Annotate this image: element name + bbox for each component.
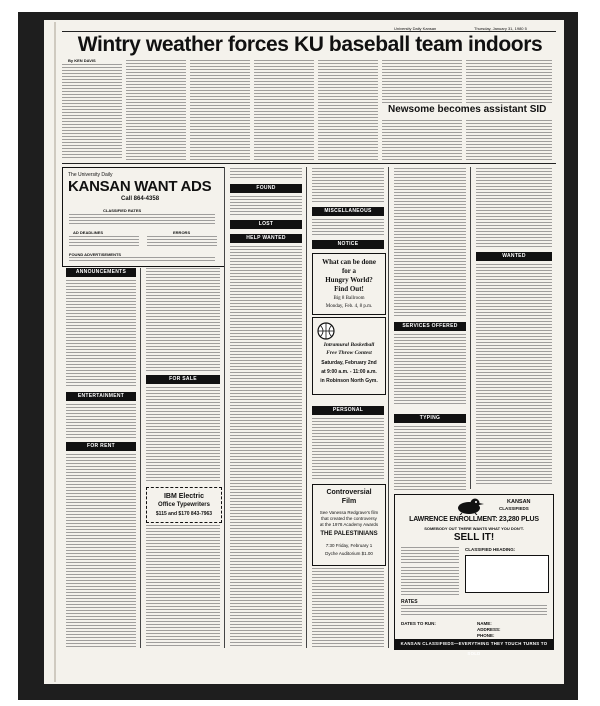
ad-text-grid[interactable] bbox=[465, 555, 549, 593]
column-divider bbox=[388, 167, 389, 648]
name-label: NAME: bbox=[477, 621, 492, 626]
deadlines-text bbox=[69, 236, 139, 248]
want-ads-masthead-box bbox=[62, 167, 225, 267]
column-divider bbox=[470, 167, 471, 489]
byline: By KEN DAVIS bbox=[68, 58, 96, 63]
masthead-small: The University Daily bbox=[68, 172, 113, 178]
column-4-text-bottom bbox=[312, 568, 384, 648]
story-column-5 bbox=[318, 60, 378, 160]
film-line-8: Dyche Auditorium $1.00 bbox=[325, 551, 373, 556]
days-list bbox=[401, 567, 459, 595]
film-line-7: 7:30 Friday, February 1 bbox=[325, 543, 373, 548]
hungry-line-1: What can be done bbox=[322, 258, 376, 266]
phone-label: PHONE: bbox=[477, 633, 495, 638]
hungry-line-5: Big 8 Ballroom bbox=[333, 296, 365, 301]
for-sale-text bbox=[146, 387, 220, 483]
sub-story-column-1 bbox=[382, 120, 462, 160]
for-rent-text bbox=[66, 454, 136, 648]
palestinians-film-ad bbox=[312, 484, 386, 566]
classified-rates-label: CLASSIFIED RATES bbox=[103, 208, 142, 213]
column-2-text-top bbox=[146, 268, 220, 372]
section-entertainment: ENTERTAINMENT bbox=[66, 392, 136, 401]
story-column-3 bbox=[190, 60, 250, 160]
address-label: ADDRESS: bbox=[477, 627, 501, 632]
intramural-line-5: in Robinson North Gym. bbox=[320, 378, 378, 384]
services-offered-text bbox=[394, 334, 466, 406]
column-divider bbox=[306, 167, 307, 648]
intramural-title: Intramural Basketball bbox=[323, 342, 375, 348]
film-line-1: Controversial bbox=[326, 489, 372, 496]
intramural-line-3: Saturday, February 2nd bbox=[321, 360, 377, 366]
errors-label: ERRORS bbox=[173, 230, 191, 235]
found-ads-label: FOUND ADVERTISEMENTS bbox=[69, 252, 122, 257]
free-throw-contest-ad bbox=[312, 317, 386, 395]
enrollment-sell-it-ad bbox=[394, 494, 554, 656]
rates-grid bbox=[401, 605, 547, 617]
errors-text bbox=[147, 236, 217, 248]
rates-label: RATES bbox=[401, 599, 418, 605]
hungry-line-4: Find Out! bbox=[334, 285, 364, 293]
personal-text bbox=[312, 418, 384, 480]
miscellaneous-text bbox=[312, 219, 384, 237]
sell-it-heading: SELL IT! bbox=[453, 532, 495, 543]
ibm-typewriter-ad bbox=[146, 487, 222, 523]
section-personal: PERSONAL bbox=[312, 406, 384, 415]
kansan-brand: KANSAN bbox=[507, 499, 531, 505]
section-lost: LOST bbox=[230, 220, 302, 229]
sub-headline: Newsome becomes assistant SID bbox=[388, 104, 547, 115]
section-for-rent: FOR RENT bbox=[66, 442, 136, 451]
story-column-1 bbox=[62, 64, 122, 160]
sell-it-copy bbox=[401, 547, 459, 563]
section-rule bbox=[62, 163, 556, 164]
column-4-text-top bbox=[312, 168, 384, 202]
column-divider bbox=[140, 268, 141, 648]
help-wanted-text bbox=[230, 246, 302, 648]
column-divider bbox=[224, 167, 225, 648]
page-binding-edge bbox=[54, 22, 56, 682]
film-line-3: See Vanessa Redgrave's film bbox=[319, 510, 379, 515]
story-column-4 bbox=[254, 60, 314, 160]
hungry-world-ad bbox=[312, 253, 386, 315]
film-line-6: THE PALESTINIANS bbox=[320, 531, 378, 537]
column-5-text-top bbox=[394, 168, 466, 316]
ibm-line-1: IBM Electric bbox=[163, 493, 205, 500]
section-found: FOUND bbox=[230, 184, 302, 193]
found-ads-text bbox=[69, 257, 215, 262]
section-help-wanted: HELP WANTED bbox=[230, 234, 302, 243]
jayhawk-mascot-icon bbox=[453, 497, 485, 515]
kansan-classifieds-footer: KANSAN CLASSIFIEDS—EVERYTHING THEY TOUCH TURNS TO SOLD bbox=[395, 639, 553, 649]
sub-story-column-2 bbox=[466, 120, 552, 160]
story-column-7 bbox=[466, 60, 552, 104]
found-text bbox=[230, 196, 302, 216]
film-line-5: at the 1978 Academy Awards bbox=[319, 522, 379, 527]
folio-date: Thursday, January 31, 1980 5 bbox=[474, 26, 527, 31]
enrollment-subhead: SOMEBODY OUT THERE WANTS WHAT YOU DON'T. bbox=[424, 526, 524, 531]
rates-table bbox=[69, 214, 215, 226]
classifieds-brand: CLASSIFIEDS bbox=[499, 506, 529, 511]
enrollment-headline: LAWRENCE ENROLLMENT: 23,280 PLUS bbox=[409, 516, 539, 523]
entertainment-text bbox=[66, 404, 136, 438]
folio-paper-name: University Daily Kansan bbox=[394, 26, 437, 31]
typing-text bbox=[394, 426, 466, 492]
ibm-line-3: $115 and $170 843-7963 bbox=[155, 511, 213, 517]
want-ads-title: KANSAN WANT ADS bbox=[68, 178, 212, 195]
section-services-offered: SERVICES OFFERED bbox=[394, 322, 466, 331]
story-column-6 bbox=[382, 60, 462, 104]
want-ads-phone: Call 864-4358 bbox=[121, 196, 160, 202]
classified-heading-label: CLASSIFIED HEADING: bbox=[465, 547, 516, 552]
folio-rule bbox=[62, 31, 556, 32]
ibm-line-2: Office Typewriters bbox=[158, 502, 210, 508]
intramural-line-4: at 9:00 a.m. - 11:00 a.m. bbox=[321, 369, 377, 375]
film-line-2: Film bbox=[341, 498, 357, 505]
column-6-text-top bbox=[476, 168, 552, 248]
hungry-line-3: Hungry World? bbox=[325, 276, 373, 284]
announcements-text bbox=[66, 280, 136, 388]
dates-to-run-label: DATES TO RUN: bbox=[401, 621, 436, 626]
hungry-line-2: for a bbox=[341, 267, 357, 275]
basketball-icon bbox=[317, 322, 335, 340]
hungry-line-6: Monday, Feb. 4, 8 p.m. bbox=[325, 304, 373, 309]
column-3-text-top bbox=[230, 168, 302, 180]
section-miscellaneous: MISCELLANEOUS bbox=[312, 207, 384, 216]
section-typing: TYPING bbox=[394, 414, 466, 423]
section-notice: NOTICE bbox=[312, 240, 384, 249]
wanted-text bbox=[476, 264, 552, 486]
intramural-line-2: Free Throw Contest bbox=[326, 350, 372, 356]
story-column-2 bbox=[126, 60, 186, 160]
main-headline: Wintry weather forces KU baseball team indoors bbox=[77, 33, 543, 56]
section-announcements: ANNOUNCEMENTS bbox=[66, 268, 136, 277]
ad-deadlines-label: AD DEADLINES bbox=[73, 230, 104, 235]
film-line-4: that created the controversy bbox=[321, 516, 377, 521]
column-2-text-bottom bbox=[146, 525, 220, 648]
section-wanted: WANTED bbox=[476, 252, 552, 261]
section-for-sale: FOR SALE bbox=[146, 375, 220, 384]
